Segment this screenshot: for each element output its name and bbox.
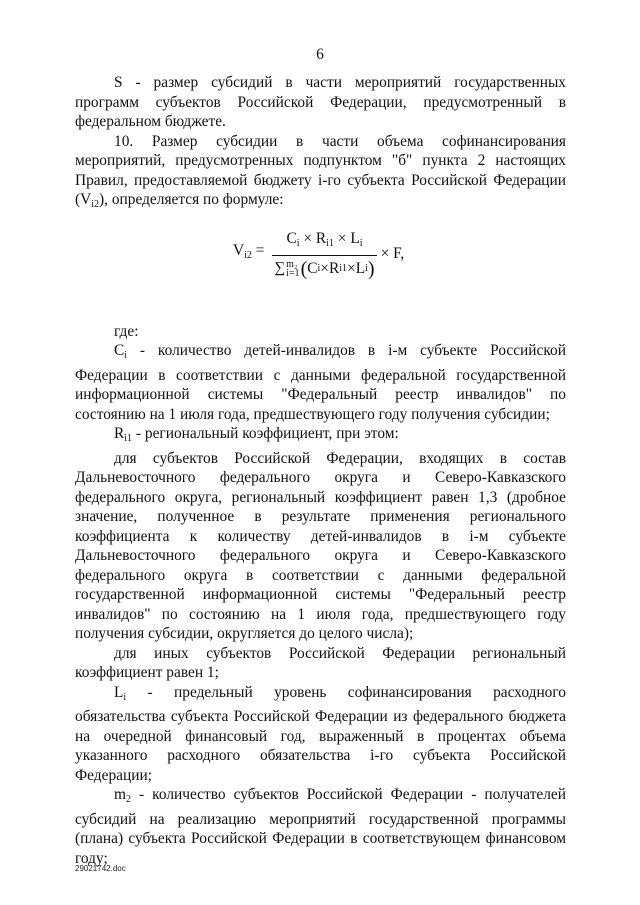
definition-r: $R_{i1}$ - региональный коэффициент, при этом: (114, 425, 399, 444)
formula-block (75, 221, 566, 307)
definition-c: $C_i$ - количество детей-инвалидов в i-м субъекте Российской Федерации в соответствии с данными федеральной государственной информационной системы "Федеральный реестр инвалидов" по состоянию на 1 июля года, предшествующего году получения субсидии; (75, 342, 566, 423)
formula-numerator: $C_i \times R_{i1} \times L_i$ (286, 229, 363, 249)
sum-symbol: ∑ (274, 260, 286, 276)
formula-denominator: ∑ m₂ i=1 ( C i × R i1 × L i ) (272, 255, 376, 279)
formula-v-i2 (233, 229, 404, 279)
formula-rhs: × F, (380, 244, 405, 262)
definition-m2: $m_2$ - количество субъектов Российской Федерации - получателей субсидий на реализацию мероприятий государственной программы (плана) субъекта Российской Федерации в соответствующем финансовом году; (75, 786, 566, 867)
paragraph-far-east: для субъектов Российской Федерации, входящих в состав Дальневосточного федерального округа и Северо-Кавказского федерального округа, региональный коэффициент равен 1,3 (дробное значение, полученное в результате применения регионального коэффициента к количеству детей-инвалидов в i-м субъекте Дальневосточного федерального округа и Северо-Кавказского федерального округа в соответствии с данными федеральной государственной информационной системы "Федеральный реестр инвалидов" по состоянию на 1 июля года, предшествующего году получения субсидии, округляется до целого числа); (75, 449, 566, 642)
paragraph-where: где: (114, 322, 139, 340)
page-number: 6 (316, 46, 324, 63)
sum-limits: m₂ i=1 (286, 258, 300, 279)
paragraph-other-subjects: для иных субъектов Российской Федерации региональный коэффициент равен 1; (75, 644, 566, 681)
formula-lhs: $V_{i2}$ = (233, 242, 265, 262)
document-body (75, 73, 566, 868)
definition-l: $L_i$ - предельный уровень софинансирования расходного обязательства субъекта Российской Федерации из федерального бюджета на очередной финансовый год, выраженный в процентах объема указанного расходного обязательства i-го субъекта Российской Федерации; (75, 683, 566, 784)
formula-fraction (272, 229, 376, 279)
paragraph-s-definition: S - размер субсидий в части мероприятий государственных программ субъектов Российской Федерации, предусмотренный в федеральном бюджете. (75, 74, 566, 130)
footer-file-name: 29021742.doc (75, 864, 126, 873)
paragraph-10: 10. Размер субсидии в части объема софинансирования мероприятий, предусмотренных подпунктом "б" пункта 2 настоящих Правил, предоставляемой бюджету i-го субъекта Российской Федерации $(V_{i2})$, определяется по формуле: (75, 132, 566, 210)
